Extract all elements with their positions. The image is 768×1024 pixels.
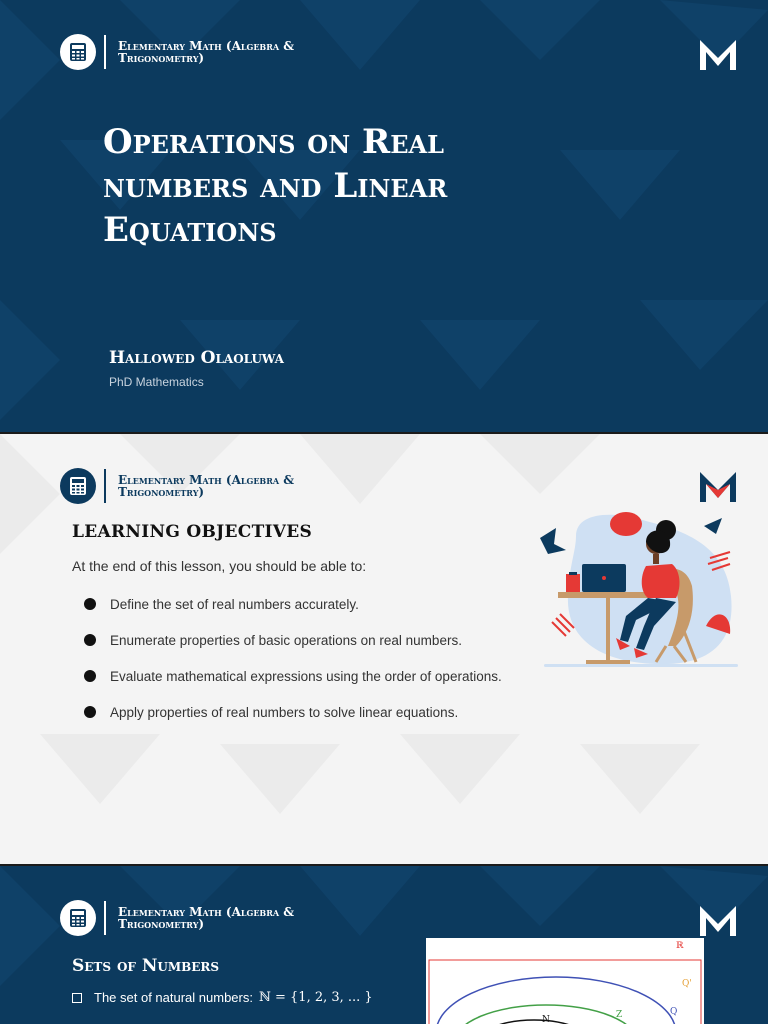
list-item <box>72 990 373 1005</box>
list-item <box>84 586 502 622</box>
author-name: Hallowed Olaoluwa <box>109 348 284 368</box>
sets-heading: Sets of Numbers <box>72 956 220 976</box>
list-item <box>84 622 502 658</box>
venn-diagram <box>426 938 704 1024</box>
list-item <box>84 694 502 730</box>
venn-label-rationals: Q <box>670 1007 678 1017</box>
calculator-icon <box>60 34 96 70</box>
course-title: Elementary Math (Algebra & Trigonometry) <box>118 473 295 499</box>
course-header <box>60 468 338 504</box>
objective-text: Evaluate mathematical expressions using the order of operations. <box>110 668 502 684</box>
header-divider <box>104 35 106 69</box>
author-degree: PhD Mathematics <box>109 375 204 389</box>
course-title: Elementary Math (Algebra & Trigonometry) <box>118 905 295 931</box>
list-item <box>84 658 502 694</box>
venn-label-reals: ℝ <box>676 941 684 951</box>
objectives-heading: LEARNING OBJECTIVES <box>72 522 313 542</box>
calculator-icon <box>60 468 96 504</box>
bullet-dot <box>84 706 96 718</box>
course-header <box>60 34 338 70</box>
objective-text: Define the set of real numbers accurately. <box>110 596 359 612</box>
course-header <box>60 900 338 936</box>
checkbox-icon <box>72 993 82 1003</box>
set-formula: ℕ = {1, 2, 3, ... } <box>258 990 373 1005</box>
bullet-dot <box>84 634 96 646</box>
brand-logo-m <box>700 906 736 936</box>
objectives-intro: At the end of this lesson, you should be able to: <box>72 558 367 574</box>
venn-label-naturals: N <box>542 1015 550 1024</box>
objective-text: Enumerate properties of basic operations on real numbers. <box>110 632 462 648</box>
header-divider <box>104 901 106 935</box>
brand-logo-m <box>700 40 736 70</box>
brand-logo-m <box>700 472 736 502</box>
objective-text: Apply properties of real numbers to solve linear equations. <box>110 704 459 720</box>
title-slide <box>0 0 768 432</box>
venn-label-irrationals: Q' <box>682 979 692 989</box>
set-label: The set of natural numbers: <box>94 990 253 1005</box>
course-title: Elementary Math (Algebra & Trigonometry) <box>118 39 295 65</box>
student-laptop-illustration <box>536 506 742 672</box>
header-divider <box>104 469 106 503</box>
page-title: Operations on Real numbers and Linear Equations <box>103 122 448 250</box>
calculator-icon <box>60 900 96 936</box>
bullet-dot <box>84 598 96 610</box>
bullet-dot <box>84 670 96 682</box>
objectives-list <box>84 586 502 730</box>
venn-label-integers: Z <box>616 1010 623 1020</box>
